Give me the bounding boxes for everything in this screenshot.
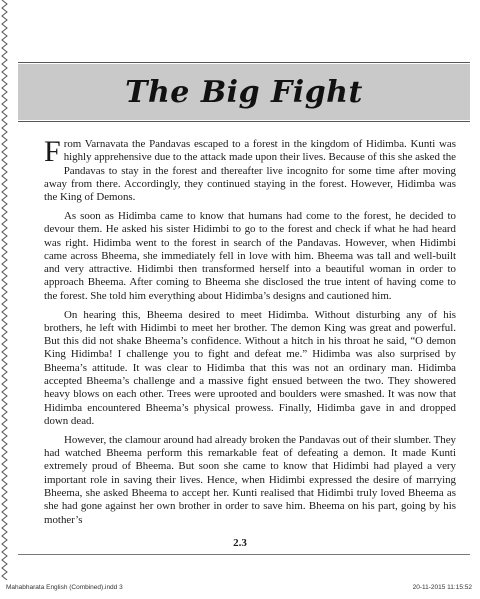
- paragraph-1-text: rom Varnavata the Pandavas escaped to a forest in the kingdom of Hidimba. Kunti was highly apprehensive due to the attack made upon their lives. Because of this she asked the Pandavas to stay in the forest and thereafter live incognito for some time after moving away from there. Accordingly, they continued staying in the forest. However, Hidimba was the King of Demons.: [44, 138, 456, 204]
- paragraph-1: [44, 135, 456, 204]
- footer-rule: [18, 554, 470, 555]
- page-number: 2.3: [233, 537, 247, 549]
- footer-file-name: Mahabharata English (Combined).indd 3: [6, 584, 123, 591]
- title-rule-bottom: [18, 121, 470, 122]
- paragraph-3: On hearing this, Bheema desired to meet Hidimba. Without disturbing any of his brothers, he left with Hidimbi to meet her brother. The demon King was great and powerful. But this did not shake Bheema’s confidence. Without a hitch in his throat he said, “O demon King Hidimba! I challenge you to fight and defeat me.” Hidimba was also surprised by Bheema’s attitude. It was clear to Hidimba that this was not an ordinary man. Hidimba accepted Bheema’s challenge and a massive fight ensued between the two. They showered heavy blows on each other. Trees were uprooted and boulders were smashed. It was now that Hidimba encountered Bheema’s physical prowess. Finally, Hidimba gave in and dropped down dead.: [44, 308, 456, 427]
- page-edge-zigzag: [0, 0, 10, 580]
- paragraph-2: As soon as Hidimba came to know that humans had come to the forest, he decided to devour them. He asked his sister Hidimbi to go to the forest and check if what he had heard was right. Hidimba went to the forest in search of the Pandavas. However, when Hidimbi came across Bheema, she immediately fell in love with him. Bheema was tall and well-built and very attractive. Hidimbi then transformed herself into a beautiful woman in order to approach Bheema. After coming to Bheema she disclosed the true intent of having come to the forest. She told him everything about Hidimba’s designs and cautioned him.: [44, 209, 456, 302]
- paragraph-4: However, the clamour around had already broken the Pandavas out of their slumber. They had watched Bheema perform this remarkable feat of defeating a demon. It made Kunti extremely proud of Bheema. But soon she came to know that Hidimbi had played a very important role in saving their lives. Hence, when Hidimbi expressed the desire of marrying Bheema, she asked Bheema to accept her. Kunti realised that Hidimbi truly loved Bheema as she had gone against her own brother in order to save him. Bheema on his part, going by his mother’s: [44, 433, 456, 526]
- chapter-title: The Big Fight: [125, 74, 363, 110]
- title-rule-top: [18, 62, 470, 63]
- body-text: [44, 135, 456, 532]
- drop-cap: F: [44, 135, 61, 168]
- footer-timestamp: 20-11-2015 11:15:52: [412, 584, 472, 591]
